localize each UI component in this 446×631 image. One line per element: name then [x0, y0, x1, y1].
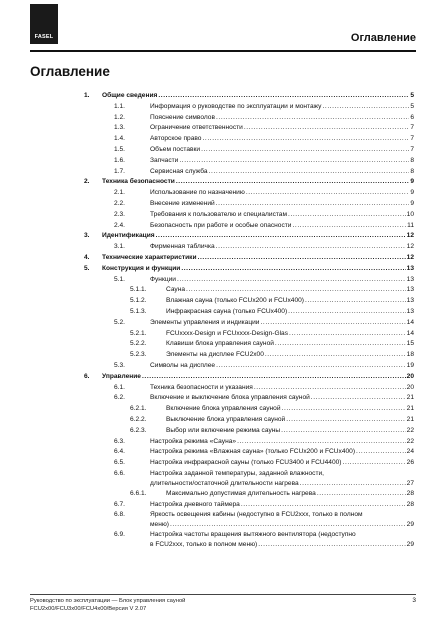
- toc-entry-number: 2.2.: [114, 199, 125, 207]
- footer-text: [30, 597, 185, 613]
- toc-entry-page: 21: [406, 394, 414, 402]
- toc-entry-number: 5.1.3.: [130, 307, 147, 315]
- toc-leader-dots: [237, 437, 406, 448]
- toc-entry-number: 3.: [84, 232, 90, 240]
- toc-entry-page: 29: [406, 541, 414, 549]
- toc-entry-number: 5.1.: [114, 275, 125, 283]
- toc-entry-title: Техника безопасности: [102, 178, 175, 186]
- toc-entry-title: Сауна: [166, 286, 186, 294]
- toc-leader-dots: [176, 177, 409, 188]
- toc-leader-dots: [177, 275, 406, 286]
- toc-entry-title-continued: длительности/остаточной длительности нагрева: [150, 479, 299, 487]
- toc-entry-page: 10: [406, 210, 414, 218]
- toc-entry-number: 5.1.1.: [130, 286, 147, 294]
- footer-line-1: Руководство по эксплуатации — Блок управления сауной: [30, 598, 186, 604]
- toc-entry[interactable]: [0, 437, 446, 448]
- toc-entry-title: Настройка частоты вращения вытяжного вентилятора (недоступно: [150, 531, 356, 539]
- toc-entry-number: 1.1.: [114, 102, 125, 110]
- toc-entry[interactable]: [0, 242, 446, 253]
- toc-entry-number: 6.3.: [114, 437, 125, 445]
- toc-entry-page: 12: [406, 232, 414, 240]
- toc-leader-dots: [311, 393, 406, 404]
- toc-entry-number: 2.: [84, 178, 90, 186]
- toc-entry-number: 5.2.1.: [130, 329, 147, 337]
- toc-entry-title: Символы на дисплее: [150, 361, 216, 369]
- toc-leader-dots: [201, 145, 409, 156]
- toc-leader-dots: [246, 188, 410, 199]
- toc-entry-title: Функции: [150, 275, 176, 283]
- toc-entry[interactable]: [0, 113, 446, 124]
- toc-entry[interactable]: [0, 167, 446, 178]
- toc-entry-title: FCUxxxx-Design и FCUxxxx-Design-Glas: [166, 329, 289, 337]
- toc-leader-dots: [292, 221, 406, 232]
- toc-entry-page: 12: [406, 253, 414, 261]
- toc-entry-title: Техника безопасности и указания: [150, 383, 253, 391]
- toc-leader-dots: [260, 318, 405, 329]
- toc-entry-number: 1.5.: [114, 145, 125, 153]
- toc-entry-title: Пояснение символов: [150, 113, 215, 121]
- toc-leader-dots: [216, 113, 409, 124]
- toc-entry-title: Элементы управления и индикации: [150, 318, 260, 326]
- toc-entry-title: Запчасти: [150, 156, 179, 164]
- toc-entry-page: 14: [406, 329, 414, 337]
- toc-entry[interactable]: [0, 393, 446, 404]
- toc-leader-dots: [158, 91, 409, 102]
- toc-entry[interactable]: [0, 285, 446, 296]
- toc-entry-title: Инфракрасная сауна (только FCUx400): [166, 307, 288, 315]
- toc-entry-number: 5.1.2.: [130, 297, 147, 305]
- toc-entry-title: Конструкция и функции: [102, 264, 181, 272]
- toc-entry-number: 2.4.: [114, 221, 125, 229]
- toc-entry[interactable]: [0, 361, 446, 372]
- toc-entry-page: 5: [410, 102, 414, 110]
- toc-entry[interactable]: [0, 318, 446, 329]
- toc-leader-dots: [281, 426, 406, 437]
- toc-entry-title: Настройка режима «Влажная сауна» (только FCUx200 и FCUx400): [150, 448, 356, 456]
- toc-entry-title: Выбор или включение режима сауны: [166, 426, 281, 434]
- toc-entry-number: 6.6.1.: [130, 489, 147, 497]
- toc-entry-page: 13: [406, 286, 414, 294]
- toc-entry-title: Яркость освещения кабины (недоступно в FCU2xxx, только в полном: [150, 511, 363, 519]
- toc-leader-dots: [317, 489, 406, 500]
- toc-entry-page: 28: [406, 500, 414, 508]
- toc-leader-dots: [142, 372, 406, 383]
- toc-entry-page: 13: [406, 297, 414, 305]
- toc-entry[interactable]: [0, 458, 446, 469]
- toc-leader-dots: [288, 210, 406, 221]
- toc-leader-dots: [202, 134, 409, 145]
- toc-entry[interactable]: [0, 469, 446, 489]
- toc-entry-title: Настройка режима «Сауна»: [150, 437, 237, 445]
- toc-entry-title: Управление: [102, 372, 141, 380]
- header-title: Оглавление: [350, 32, 416, 44]
- toc-leader-dots: [322, 102, 409, 113]
- toc-leader-dots: [244, 123, 409, 134]
- toc-entry-page: 7: [410, 124, 414, 132]
- toc-entry-number: 1.7.: [114, 167, 125, 175]
- toc-entry-number: 5.3.: [114, 361, 125, 369]
- toc-entry-page: 20: [406, 372, 414, 380]
- toc-leader-dots: [288, 307, 406, 318]
- toc-entry[interactable]: [0, 145, 446, 156]
- toc-entry-title: Ограничение ответственности: [150, 124, 243, 132]
- toc-entry-page: 27: [406, 479, 414, 487]
- toc-entry[interactable]: [0, 510, 446, 530]
- toc-entry-title-continued: в FCU2xxx, только в полном меню): [150, 541, 258, 549]
- toc-entry[interactable]: [0, 177, 446, 188]
- toc-entry-number: 6.7.: [114, 500, 125, 508]
- toc-entry[interactable]: [0, 307, 446, 318]
- toc-leader-dots: [300, 479, 406, 489]
- toc-entry[interactable]: [0, 350, 446, 361]
- toc-entry-page: 22: [406, 437, 414, 445]
- toc-leader-dots: [186, 285, 406, 296]
- toc-entry-page: 8: [410, 167, 414, 175]
- toc-entry-number: 6.2.1.: [130, 405, 147, 413]
- toc-entry-title: Общие сведения: [102, 92, 158, 99]
- toc-entry-number: 5.: [84, 264, 90, 272]
- toc-entry-title: Технические характеристики: [102, 253, 197, 261]
- toc-entry-title: Настройка инфракрасной сауны (только FCU3400 и FCU4400): [150, 459, 342, 467]
- toc-entry-title: Авторское право: [150, 135, 202, 143]
- toc-entry-number: 5.2.3.: [130, 351, 147, 359]
- toc-entry-page: 6: [410, 113, 414, 121]
- toc-entry-title: Влажная сауна (только FCUx200 и FCUx400): [166, 297, 305, 305]
- toc-entry[interactable]: [0, 500, 446, 511]
- toc-entry-number: 6.4.: [114, 448, 125, 456]
- toc-leader-dots: [282, 404, 406, 415]
- page-number: 3: [412, 597, 416, 604]
- toc-leader-dots: [286, 415, 405, 426]
- footer-divider: [30, 594, 416, 595]
- toc-entry-title: Использование по назначению: [150, 189, 245, 197]
- toc-entry-title: Элементы на дисплее FCU2x00: [166, 351, 264, 359]
- toc-entry-number: 1.: [84, 92, 90, 99]
- toc-entry-page: 20: [406, 383, 414, 391]
- toc-entry-page: 24: [406, 448, 414, 456]
- toc-entry[interactable]: [0, 264, 446, 275]
- toc-entry[interactable]: [0, 188, 446, 199]
- toc-entry-page: 13: [406, 275, 414, 283]
- toc-entry-page: 9: [410, 189, 414, 197]
- toc-entry-number: 6.2.: [114, 394, 125, 402]
- toc-entry-title: Настройка заданной температуры, заданной влажности,: [150, 469, 325, 477]
- toc-entry[interactable]: [0, 489, 446, 500]
- toc-entry-title: Сервисная служба: [150, 167, 208, 175]
- toc-entry[interactable]: [0, 253, 446, 264]
- toc-entry[interactable]: [0, 296, 446, 307]
- toc-leader-dots: [289, 329, 406, 340]
- toc-entry-number: 1.4.: [114, 135, 125, 143]
- toc-entry-number: 3.1.: [114, 243, 125, 251]
- toc-entry[interactable]: [0, 221, 446, 232]
- toc-entry-number: 6.1.: [114, 383, 125, 391]
- toc-leader-dots: [216, 199, 410, 210]
- page-title: Оглавление: [30, 64, 110, 79]
- toc-entry-number: 1.2.: [114, 113, 125, 121]
- toc-entry-number: 6.2.3.: [130, 426, 147, 434]
- toc-entry-page: 12: [406, 243, 414, 251]
- toc-entry-page: 15: [406, 340, 414, 348]
- header-divider: [30, 50, 416, 52]
- toc-entry-title: Объем поставки: [150, 145, 201, 153]
- toc-entry[interactable]: [0, 102, 446, 113]
- toc-entry[interactable]: [0, 231, 446, 242]
- toc-entry-number: 6.5.: [114, 459, 125, 467]
- toc-entry-title: Выключение блока управления сауной: [166, 415, 286, 423]
- toc-entry-page: 22: [406, 426, 414, 434]
- toc-entry-number: 6.: [84, 372, 90, 380]
- toc-entry-number: 5.2.: [114, 318, 125, 326]
- toc-leader-dots: [265, 350, 406, 361]
- toc-entry-page: 7: [410, 135, 414, 143]
- fasel-logo: FASEL: [30, 4, 58, 44]
- toc-entry-title: Фирменная табличка: [150, 243, 215, 251]
- toc-entry[interactable]: [0, 134, 446, 145]
- toc-leader-dots: [254, 383, 406, 394]
- toc-leader-dots: [198, 253, 406, 264]
- toc-entry[interactable]: [0, 199, 446, 210]
- toc-entry-page: 18: [406, 351, 414, 359]
- toc-entry-page: 29: [406, 521, 414, 529]
- toc-leader-dots: [156, 231, 406, 242]
- toc-leader-dots: [181, 264, 405, 275]
- toc-entry-number: 6.2.2.: [130, 415, 147, 423]
- toc-entry-number: 2.3.: [114, 210, 125, 218]
- toc-entry[interactable]: [0, 415, 446, 426]
- toc-entry-page: 9: [410, 178, 414, 186]
- toc-entry-page: 13: [406, 307, 414, 315]
- toc-entry[interactable]: [0, 404, 446, 415]
- toc-leader-dots: [343, 458, 406, 469]
- toc-leader-dots: [216, 242, 406, 253]
- toc-entry[interactable]: [0, 91, 446, 102]
- toc-entry-title: Включение блока управления сауной: [166, 405, 281, 413]
- toc-entry-number: 6.6.: [114, 469, 125, 477]
- toc-entry[interactable]: [0, 123, 446, 134]
- toc-entry-title: Требования к пользователю и специалистам: [150, 210, 288, 218]
- toc-entry-page: 21: [406, 405, 414, 413]
- toc-entry-page: 28: [406, 489, 414, 497]
- toc-entry-page: 7: [410, 145, 414, 153]
- toc-leader-dots: [275, 339, 406, 350]
- toc-entry-number: 1.6.: [114, 156, 125, 164]
- toc-entry-title: Внесение изменений: [150, 199, 215, 207]
- toc-entry[interactable]: [0, 426, 446, 437]
- toc-leader-dots: [179, 156, 409, 167]
- toc-entry-page: 8: [410, 156, 414, 164]
- toc-entry-title: Включение и выключение блока управления сауной: [150, 394, 310, 402]
- toc-entry-page: 26: [406, 459, 414, 467]
- toc-entry[interactable]: [0, 156, 446, 167]
- footer-line-2: FCU2x00/FCU3x00/FCU4x00/Версия V 2.07: [30, 606, 147, 612]
- toc-entry-page: 11: [407, 221, 414, 229]
- toc-leader-dots: [356, 447, 406, 458]
- toc-entry-number: 2.1.: [114, 189, 125, 197]
- toc-entry[interactable]: [0, 447, 446, 458]
- toc-entry-title: Информация о руководстве по эксплуатации и монтажу: [150, 102, 322, 110]
- toc-entry[interactable]: [0, 339, 446, 350]
- toc-entry-number: 6.9.: [114, 531, 125, 539]
- toc-entry[interactable]: [0, 275, 446, 286]
- toc-leader-dots: [170, 520, 406, 530]
- toc-entry-title: Настройка дневного таймера: [150, 500, 240, 508]
- toc-entry[interactable]: [0, 383, 446, 394]
- toc-entry-title-continued: меню): [150, 521, 169, 529]
- toc-entry-title: Идентификация: [102, 232, 155, 240]
- toc-entry-page: 5: [410, 92, 414, 99]
- toc-entry-title: Максимально допустимая длительность нагрева: [166, 489, 316, 497]
- toc-entry[interactable]: [0, 329, 446, 340]
- toc-entry[interactable]: [0, 210, 446, 221]
- toc-entry-page: 21: [406, 415, 414, 423]
- toc-entry-number: 4.: [84, 253, 90, 261]
- toc-entry[interactable]: [0, 530, 446, 550]
- toc-leader-dots: [209, 167, 410, 178]
- toc-leader-dots: [305, 296, 406, 307]
- toc-entry-page: 9: [410, 199, 414, 207]
- toc-entry-page: 13: [406, 264, 414, 272]
- toc-entry[interactable]: [0, 372, 446, 383]
- table-of-contents: [0, 91, 446, 550]
- toc-entry-title: Клавиши блока управления сауной: [166, 340, 274, 348]
- toc-entry-page: 14: [406, 318, 414, 326]
- toc-entry-title: Безопасность при работе и особые опасности: [150, 221, 292, 229]
- toc-leader-dots: [258, 540, 405, 550]
- toc-leader-dots: [216, 361, 406, 372]
- toc-leader-dots: [241, 500, 406, 511]
- toc-entry-number: 1.3.: [114, 124, 125, 132]
- toc-entry-number: 6.8.: [114, 511, 125, 519]
- toc-entry-page: 19: [406, 361, 414, 369]
- toc-entry-number: 5.2.2.: [130, 340, 147, 348]
